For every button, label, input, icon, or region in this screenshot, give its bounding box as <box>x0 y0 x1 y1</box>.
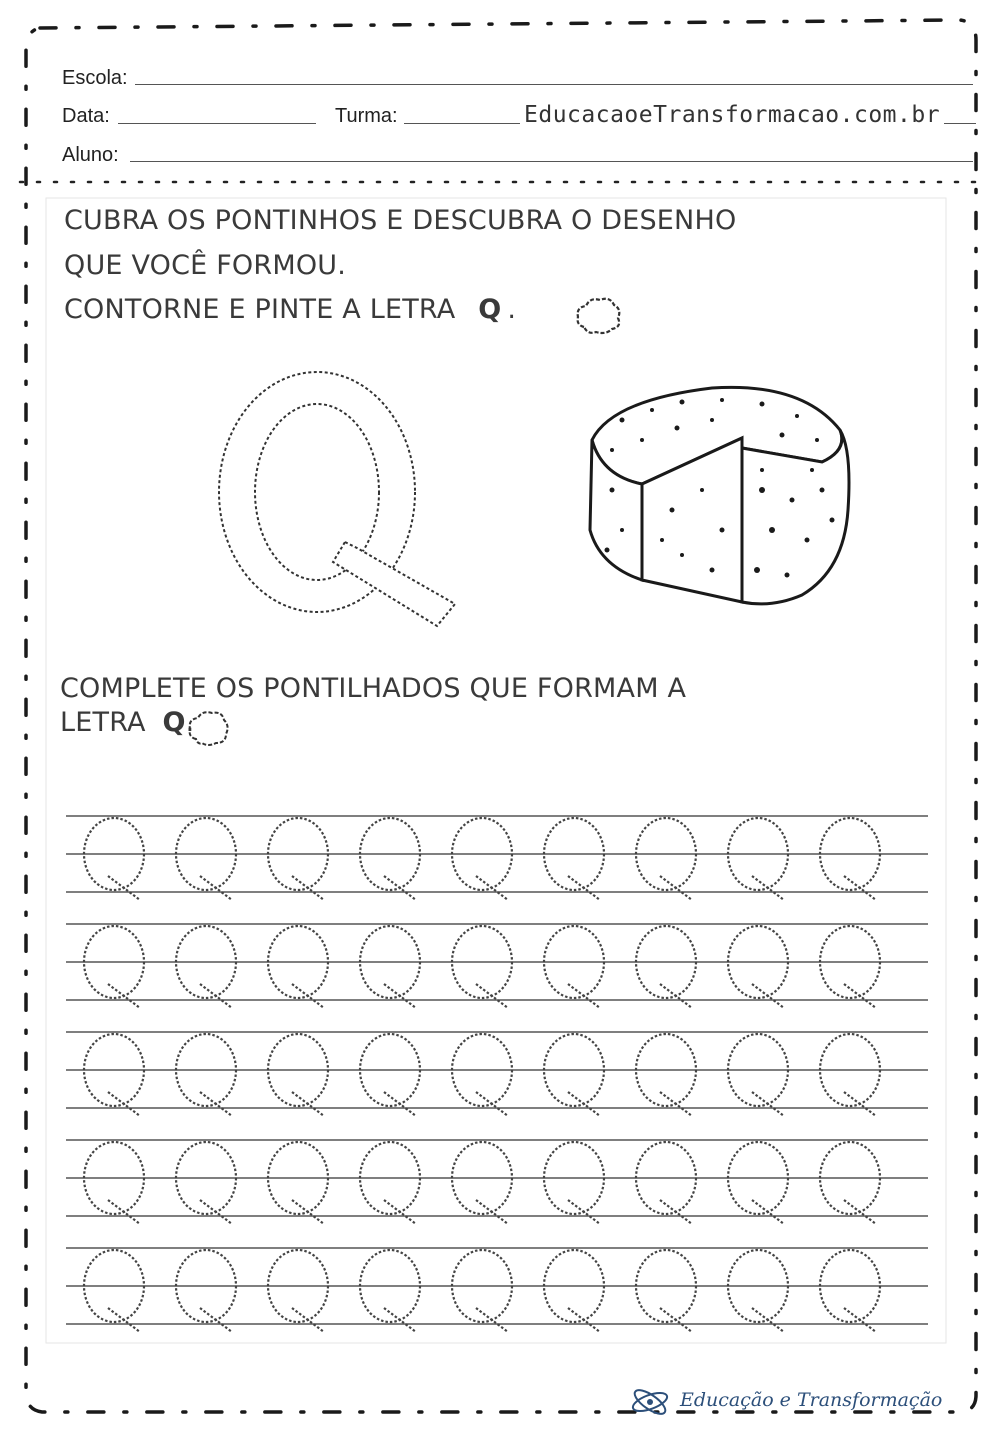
practice-letter[interactable] <box>268 1250 328 1332</box>
aluno-label: Aluno: <box>62 144 119 166</box>
practice-letter[interactable] <box>84 1034 144 1116</box>
practice-letter[interactable] <box>360 1142 420 1224</box>
practice-letter[interactable] <box>176 1142 236 1224</box>
practice-letter[interactable] <box>452 1142 512 1224</box>
instruction-line-1: CUBRA OS PONTINHOS E DESCUBRA O DESENHO <box>64 205 737 236</box>
instruction-letter: Q <box>478 294 502 325</box>
instruction-letter-2: Q <box>162 707 186 738</box>
practice-grid <box>62 800 942 1340</box>
practice-letter[interactable] <box>636 1034 696 1116</box>
practice-letter[interactable] <box>176 1250 236 1332</box>
footer-brand: Educação e Transformação <box>680 1389 943 1411</box>
practice-letter[interactable] <box>452 926 512 1008</box>
instruction-line-2: QUE VOCÊ FORMOU. <box>64 250 347 281</box>
aluno-field[interactable] <box>130 161 973 162</box>
practice-letter[interactable] <box>728 818 788 900</box>
instruction-line-5 <box>60 707 194 738</box>
cloud-icon-2 <box>186 707 230 749</box>
site-url: EducacaoeTransformacao.com.br <box>520 102 944 128</box>
practice-letter[interactable] <box>820 1250 880 1332</box>
practice-letter[interactable] <box>636 926 696 1008</box>
escola-field[interactable] <box>135 84 973 85</box>
practice-letter[interactable] <box>176 818 236 900</box>
practice-letter[interactable] <box>636 1142 696 1224</box>
practice-letter[interactable] <box>544 1250 604 1332</box>
big-letter-outline <box>205 362 485 652</box>
instruction-line-5-text: LETRA <box>60 707 155 738</box>
practice-letter[interactable] <box>636 818 696 900</box>
practice-letter[interactable] <box>544 1142 604 1224</box>
instruction-line-4: COMPLETE OS PONTILHADOS QUE FORMAM A <box>60 673 687 704</box>
practice-letter[interactable] <box>268 1034 328 1116</box>
practice-letter[interactable] <box>268 1142 328 1224</box>
practice-letter[interactable] <box>268 818 328 900</box>
practice-letter[interactable] <box>544 1034 604 1116</box>
atom-orbit-icon <box>628 1384 672 1420</box>
practice-letter[interactable] <box>360 926 420 1008</box>
practice-letter[interactable] <box>820 1034 880 1116</box>
practice-letter[interactable] <box>728 1250 788 1332</box>
practice-letter[interactable] <box>452 1250 512 1332</box>
cheese-wheel-icon <box>582 380 852 620</box>
practice-letter[interactable] <box>544 818 604 900</box>
practice-letter[interactable] <box>84 1142 144 1224</box>
practice-letter[interactable] <box>728 1034 788 1116</box>
practice-letter[interactable] <box>176 1034 236 1116</box>
data-field[interactable] <box>118 123 316 124</box>
practice-letter[interactable] <box>452 1034 512 1116</box>
practice-letter[interactable] <box>728 1142 788 1224</box>
instruction-line-3-text: CONTORNE E PINTE A LETRA <box>64 294 465 325</box>
practice-letter[interactable] <box>84 1250 144 1332</box>
data-label: Data: <box>62 105 110 127</box>
practice-letter[interactable] <box>360 1034 420 1116</box>
escola-label: Escola: <box>62 67 128 89</box>
practice-letter[interactable] <box>268 926 328 1008</box>
practice-letter[interactable] <box>820 926 880 1008</box>
practice-letter[interactable] <box>176 926 236 1008</box>
practice-letter[interactable] <box>820 818 880 900</box>
practice-letter[interactable] <box>360 1250 420 1332</box>
instruction-line-3-dot: . <box>507 294 517 325</box>
practice-letter[interactable] <box>636 1250 696 1332</box>
instruction-line-5-dot: . <box>185 707 195 738</box>
practice-letter[interactable] <box>84 818 144 900</box>
instruction-line-3 <box>64 294 516 325</box>
turma-label: Turma: <box>335 105 398 127</box>
cloud-icon <box>572 293 624 339</box>
practice-letter[interactable] <box>84 926 144 1008</box>
practice-letter[interactable] <box>544 926 604 1008</box>
practice-letter[interactable] <box>728 926 788 1008</box>
practice-letter[interactable] <box>452 818 512 900</box>
practice-letter[interactable] <box>360 818 420 900</box>
practice-letter[interactable] <box>820 1142 880 1224</box>
